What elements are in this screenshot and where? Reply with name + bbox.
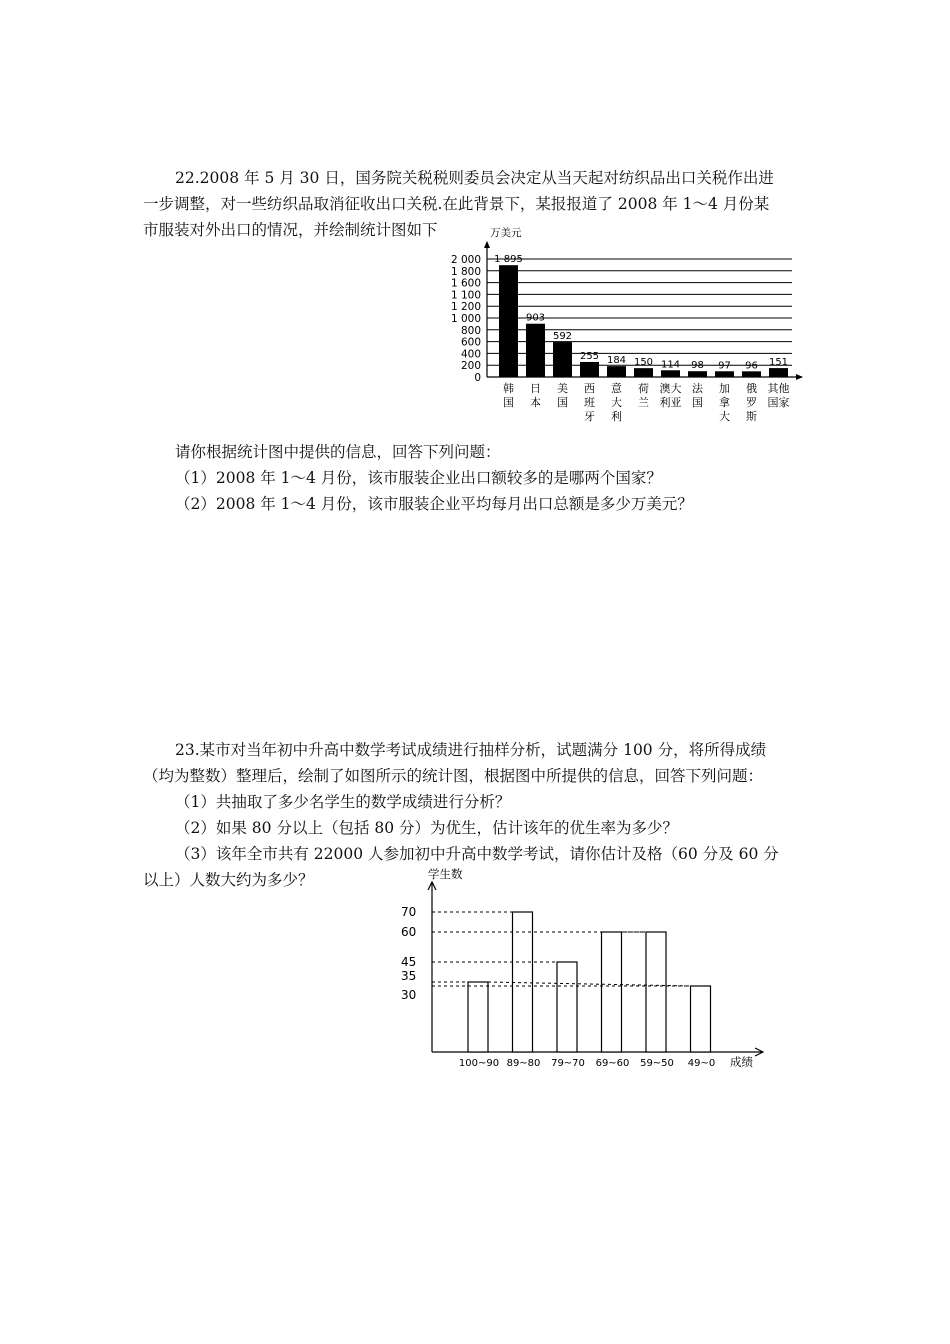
bar-value-label: 151 xyxy=(768,357,789,369)
bar xyxy=(553,342,572,377)
bar xyxy=(691,986,711,1052)
y-axis-arrow xyxy=(484,241,490,248)
y-tick-label: 800 xyxy=(460,324,481,337)
y-tick-label: 1 800 xyxy=(450,265,481,278)
x-category-label: 意大利 xyxy=(611,382,622,423)
x-category-label: 西班牙 xyxy=(584,382,595,423)
x-category-label: 法国 xyxy=(692,382,703,409)
x-category-label: 俄罗斯 xyxy=(746,382,757,423)
q23-paragraph xyxy=(143,737,811,789)
bar-value-label: 150 xyxy=(633,357,654,369)
y-tick-label: 70 xyxy=(401,905,417,919)
q22-intro-line3: 市服装对外出口的情况，并绘制统计图如下 xyxy=(143,221,438,239)
y-tick-label: 1 200 xyxy=(450,301,481,314)
q22-intro-line2: 一步调整，对一些纺织品取消征收出口关税.在此背景下，某报报道了 2008 年 1～4 月份某 xyxy=(143,195,770,213)
q22-prompt: 请你根据统计图中提供的信息，回答下列问题： xyxy=(175,443,501,461)
x-category-label: 89~80 xyxy=(506,1058,541,1069)
x-category-label: 韩国 xyxy=(503,382,514,409)
bar xyxy=(688,371,707,377)
q23-sub3-line1: （3）该年全市共有 22000 人参加初中升高中数学考试，请你估计及格（60 分及 60 分 xyxy=(175,845,779,863)
score-bar-chart-svg xyxy=(395,862,795,1077)
x-category-label: 日本 xyxy=(530,382,541,409)
x-category-label: 美国 xyxy=(557,382,568,409)
y-tick-label: 1 600 xyxy=(450,277,481,290)
bar-value-label: 97 xyxy=(718,360,731,372)
bar-value-label: 903 xyxy=(525,312,546,324)
x-axis-label: 成绩 xyxy=(730,1055,753,1069)
y-tick-label: 1 000 xyxy=(450,313,481,325)
bar xyxy=(661,370,680,377)
q23-intro-line1: 23.某市对当年初中升高中数学考试成绩进行抽样分析，试题满分 100 分，将所得成绩 xyxy=(175,741,767,759)
q23-sub3-line2: 以上）人数大约为多少？ xyxy=(143,871,314,889)
y-tick-label: 60 xyxy=(401,925,417,939)
x-category-label: 荷兰 xyxy=(638,382,649,409)
bar xyxy=(646,932,666,1052)
bar xyxy=(499,265,518,377)
x-category-label: 79~70 xyxy=(551,1058,585,1069)
y-axis-label: 学生数 xyxy=(428,867,463,881)
bar-value-label: 184 xyxy=(606,355,627,367)
score-chart xyxy=(395,862,795,1081)
export-chart xyxy=(440,222,810,436)
bar-value-label: 1 895 xyxy=(494,254,523,266)
bar xyxy=(742,371,761,377)
x-category-label: 69~60 xyxy=(595,1058,630,1069)
y-tick-label: 1 100 xyxy=(450,289,481,302)
q22-sub1: （1）2008 年 1～4 月份，该市服装企业出口额较多的是哪两个国家？ xyxy=(175,469,662,487)
bar-value-label: 255 xyxy=(579,350,600,362)
y-tick-label: 0 xyxy=(474,372,481,384)
x-category-label: 59~50 xyxy=(640,1058,674,1069)
y-tick-label: 30 xyxy=(401,988,417,1002)
q23-sub2: （2）如果 80 分以上（包括 80 分）为优生，估计该年的优生率为多少？ xyxy=(175,819,679,837)
bar-value-label: 98 xyxy=(691,360,704,372)
y-tick-label: 2 000 xyxy=(450,254,481,266)
bar xyxy=(580,362,599,377)
bar xyxy=(769,368,788,377)
bar xyxy=(634,368,653,377)
q22-sub2: （2）2008 年 1～4 月份，该市服装企业平均每月出口总额是多少万美元？ xyxy=(175,495,693,513)
y-tick-label: 45 xyxy=(401,955,417,969)
bar-value-label: 114 xyxy=(660,359,681,371)
bar xyxy=(715,371,734,377)
y-tick-label: 600 xyxy=(460,336,481,349)
bar xyxy=(513,912,533,1052)
x-axis-arrow xyxy=(796,374,803,380)
bar xyxy=(607,366,626,377)
bar xyxy=(526,324,545,377)
bar-value-label: 592 xyxy=(552,331,573,343)
bar-value-label: 96 xyxy=(745,360,758,372)
q23-intro-line2: （均为整数）整理后，绘制了如图所示的统计图，根据图中所提供的信息，回答下列问题： xyxy=(143,767,764,785)
y-tick-label: 400 xyxy=(460,348,481,361)
x-category-label: 其他国家 xyxy=(767,382,790,409)
x-category-label: 100~90 xyxy=(458,1058,500,1069)
x-category-label: 加拿大 xyxy=(719,382,730,423)
bar xyxy=(557,962,577,1052)
y-tick-label: 35 xyxy=(401,969,417,983)
y-tick-label: 200 xyxy=(460,360,481,373)
q23-sub1: （1）共抽取了多少名学生的数学成绩进行分析？ xyxy=(175,793,511,811)
y-axis-label: 万美元 xyxy=(490,227,522,239)
q22-intro-line1: 22.2008 年 5 月 30 日，国务院关税税则委员会决定从当天起对纺织品出口关税作出进 xyxy=(175,169,774,187)
bar xyxy=(468,982,488,1052)
export-bar-chart-svg xyxy=(440,222,810,432)
x-category-label: 49~0 xyxy=(687,1058,716,1069)
bar xyxy=(602,932,622,1052)
x-category-label: 澳大利亚 xyxy=(659,382,682,409)
